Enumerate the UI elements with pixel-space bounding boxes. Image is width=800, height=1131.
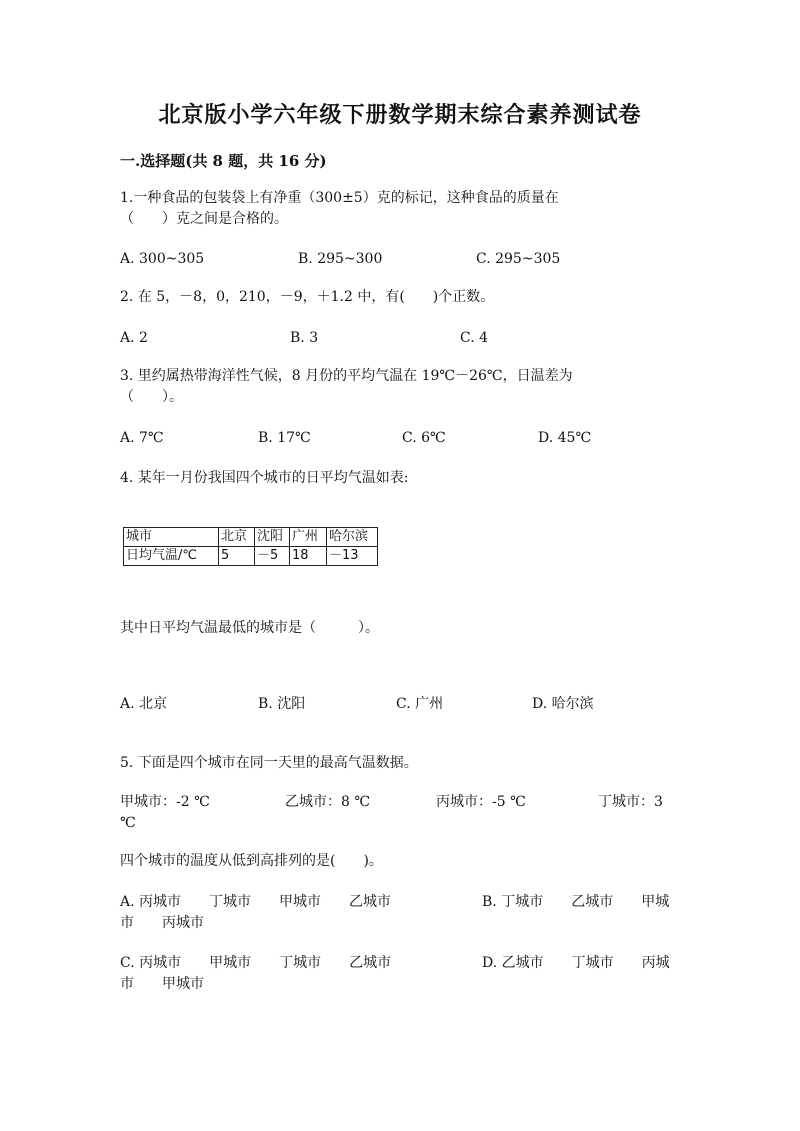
question-3-option-a: A. 7℃: [120, 430, 164, 446]
table-header-row: [124, 528, 378, 547]
question-1-text-cont: （ ）克之间是合格的。: [120, 211, 288, 227]
city-ding-temp: 丁城市：3: [598, 794, 663, 810]
question-3-option-d: D. 45℃: [538, 430, 592, 446]
question-5-text: 5. 下面是四个城市在同一天里的最高气温数据。: [120, 755, 418, 771]
section-heading: 一.选择题(共 8 题，共 16 分): [120, 152, 327, 170]
question-2-text: 2. 在 5，－8，0，210，－9，＋1.2 中，有( )个正数。: [120, 289, 495, 305]
page-title: 北京版小学六年级下册数学期末综合素养测试卷: [158, 102, 642, 128]
question-5-option-a: A. 丙城市 丁城市 甲城市 乙城市: [120, 894, 392, 910]
table-cell: －5: [255, 547, 290, 566]
question-4-prompt: 其中日平均气温最低的城市是（ ）。: [120, 620, 379, 636]
city-bing-temp: 丙城市：-5 ℃: [436, 794, 526, 810]
table-cell: 5: [219, 547, 255, 566]
question-5-option-d-cont: 市 甲城市: [120, 976, 204, 992]
question-4-option-c: C. 广州: [396, 696, 444, 712]
table-cell: 北京: [219, 528, 255, 547]
question-2-option-a: A. 2: [120, 330, 148, 346]
question-4-option-a: A. 北京: [120, 696, 168, 712]
table-cell: 广州: [290, 528, 327, 547]
question-3-option-b: B. 17℃: [258, 430, 311, 446]
table-cell: 城市: [124, 528, 219, 547]
city-ding-temp-unit: ℃: [120, 815, 136, 831]
question-5-option-b: B. 丁城市 乙城市 甲城: [482, 894, 670, 910]
question-1-text: 1.一种食品的包装袋上有净重（300±5）克的标记，这种食品的质量在: [120, 190, 559, 206]
question-1-option-c: C. 295~305: [476, 251, 561, 267]
question-3-text-cont: （ ）。: [120, 389, 183, 405]
question-4-option-b: B. 沈阳: [258, 696, 306, 712]
question-4-text: 4. 某年一月份我国四个城市的日平均气温如表:: [120, 470, 409, 486]
question-2-option-b: B. 3: [290, 330, 319, 346]
table-cell: 沈阳: [255, 528, 290, 547]
question-1-option-b: B. 295~300: [298, 251, 383, 267]
question-3-option-c: C. 6℃: [402, 430, 446, 446]
question-5-option-d: D. 乙城市 丁城市 丙城: [482, 955, 670, 971]
question-5-prompt: 四个城市的温度从低到高排列的是( )。: [120, 853, 383, 869]
table-cell: 18: [290, 547, 327, 566]
city-jia-temp: 甲城市：-2 ℃: [120, 794, 210, 810]
question-2-option-c: C. 4: [460, 330, 489, 346]
table-row: [124, 547, 378, 566]
table-cell: 哈尔滨: [327, 528, 378, 547]
temperature-table: [123, 527, 378, 566]
question-4-option-d: D. 哈尔滨: [532, 696, 594, 712]
question-5-option-b-cont: 市 丙城市: [120, 915, 204, 931]
question-1-option-a: A. 300~305: [120, 251, 205, 267]
table-cell: －13: [327, 547, 378, 566]
table-cell: 日均气温/℃: [124, 547, 219, 566]
question-5-option-c: C. 丙城市 甲城市 丁城市 乙城市: [120, 955, 392, 971]
question-3-text: 3. 里约属热带海洋性气候，8 月份的平均气温在 19℃－26℃，日温差为: [120, 368, 573, 384]
city-yi-temp: 乙城市：8 ℃: [285, 794, 371, 810]
